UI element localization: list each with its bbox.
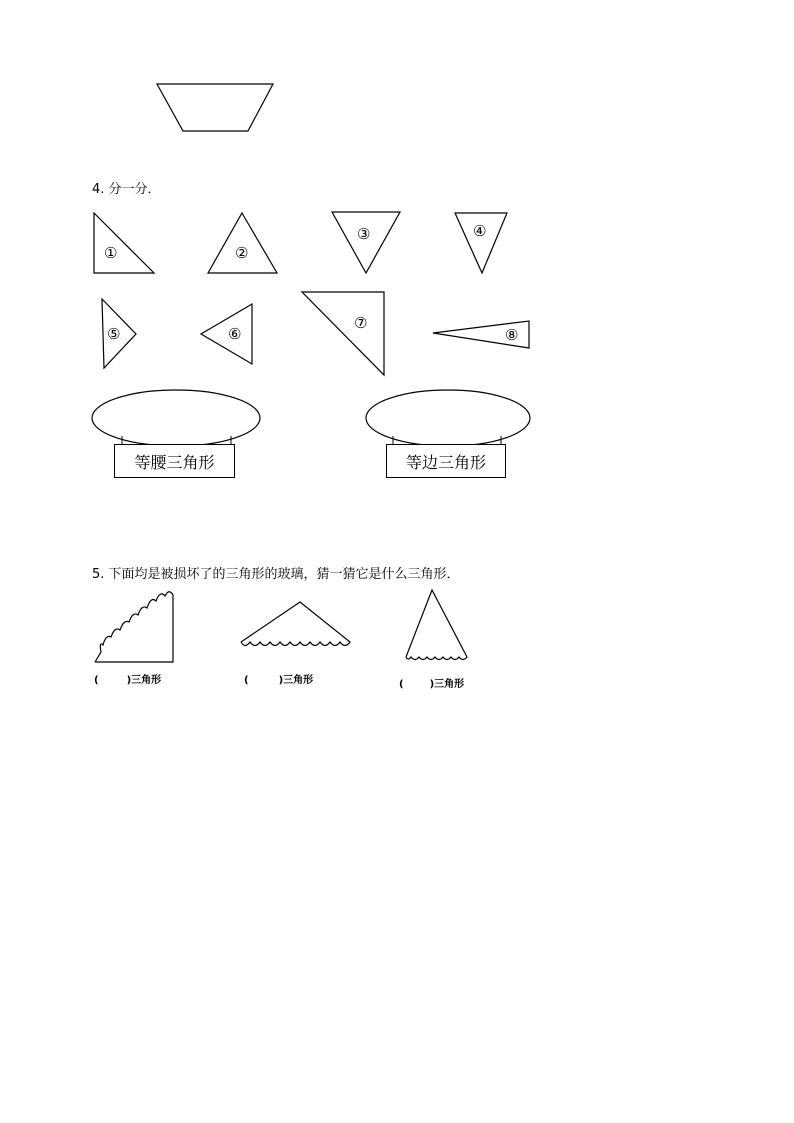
- answer-close-1: )三角形: [126, 675, 162, 686]
- broken-obtuse-triangle: [241, 602, 350, 646]
- triangle-number-2: ②: [235, 244, 249, 262]
- broken-right-triangle: [95, 592, 173, 662]
- triangle-number-3: ③: [357, 225, 371, 243]
- triangle-number-7: ⑦: [354, 314, 368, 332]
- answer-close-3: )三角形: [429, 679, 465, 690]
- answer-open-3: (: [399, 679, 404, 690]
- question-4-label: 4. 分一分．: [92, 182, 161, 197]
- equilateral-label-box: 等边三角形: [386, 444, 506, 478]
- triangle-number-4: ④: [473, 222, 487, 240]
- answer-close-2: )三角形: [278, 675, 314, 686]
- triangle-number-5: ⑤: [107, 325, 121, 343]
- triangle-number-8: ⑧: [505, 326, 519, 344]
- isosceles-label-box: 等腰三角形: [114, 444, 235, 478]
- answer-blank-1[interactable]: [94, 671, 161, 686]
- triangle-number-6: ⑥: [228, 325, 242, 343]
- question-5-label: 5. 下面均是被损坏了的三角形的玻璃，猜一猜它是什么三角形．: [92, 567, 460, 582]
- answer-open-2: (: [244, 675, 249, 686]
- answer-blank-2[interactable]: [244, 671, 313, 686]
- answer-open-1: (: [94, 675, 99, 686]
- broken-acute-triangle: [406, 590, 467, 660]
- answer-blank-3[interactable]: [399, 675, 464, 690]
- triangle-number-1: ①: [104, 244, 118, 262]
